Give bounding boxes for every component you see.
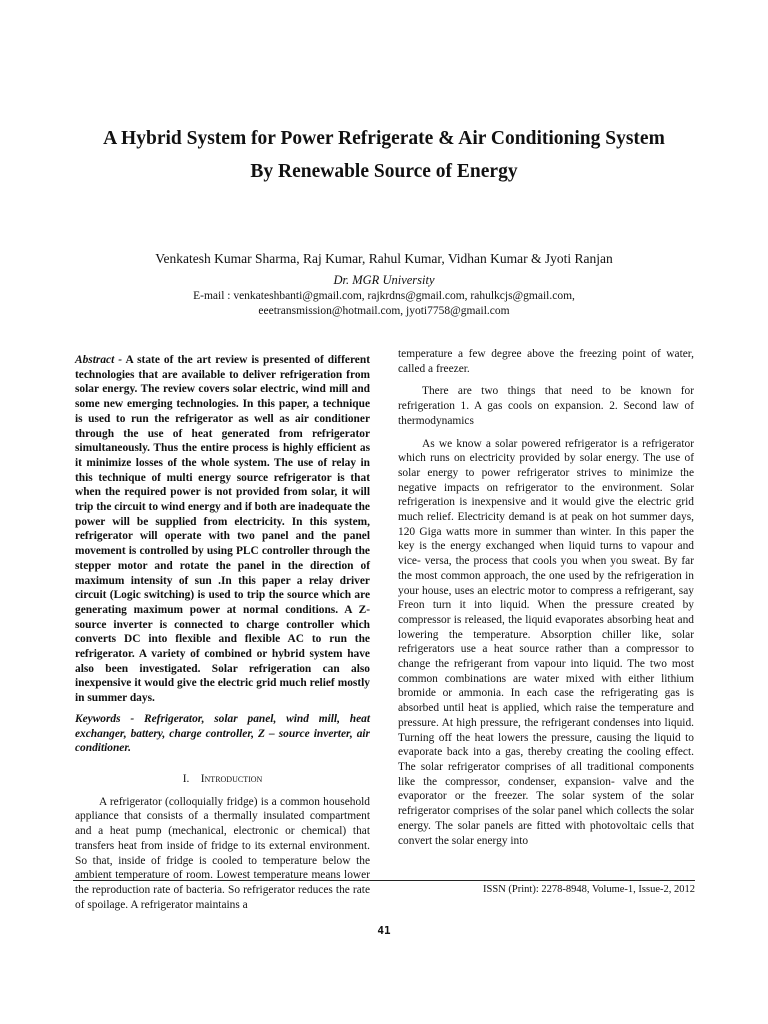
email-line-1: E-mail : venkateshbanti@gmail.com, rajkrdns@gmail.com, rahulkcjs@gmail.com, bbox=[193, 290, 575, 302]
right-paragraph-3: As we know a solar powered refrigerator is a refrigerator which runs on electricity provided by solar energy. The use of solar energy to power refrigerator strives to minimize the negative impacts on refrigerator to the environment. Solar refrigeration is inexpensive and it would give the electric grid much relief. Electricity demand is at peak on hot summer days, 120 Giga watts more in summer than winter. In this paper the key is the energy exchanged when liquid turns to vapour and vice- versa, the process that cools you when you sweat. By far the most common approach, the one used by the refrigeration in your house, uses an electric motor to compress a refrigerant, say Freon turn it into liquid. When the pressure created by compressor is released, the liquid evaporates absorbing heat and lowering the temperature. Absorption chiller like, solar refrigerators use a heat source rather than a compressor to change the refrigerant from vapour into liquid. The two most common combinations are water mixed with either lithium bromide or ammonia. In each case the refrigerating gas is absorbed until heat is applied, which raise the temperature and pressure. At high pressure, the refrigerant condenses into liquid. Turning off the heat lowers the pressure, causing the liquid to evaporate back into a gas, thereby creating the cooling effect. The solar refrigerator comprises of all traditional components like the compressor, condenser, expansion- valve and the evaporator or the freezer. The solar system of the solar refrigerator comprises of the solar panel which collects the solar energy. The solar panels are fitted with photovoltaic cells that convert the solar energy into bbox=[398, 437, 694, 847]
abstract-text: A state of the art review is presented of different technologies that are available to deliver refrigeration from solar energy. The review covers solar electric, wind mill and some new emerging technologies. In this paper, a technique is used to run the refrigerator as well as air conditioner through the use of heat generated from refrigerator simultaneously. Thus the entire process is highly efficient as it minimize losses of the whole system. The use of relay in this technique of multi energy source refrigerator is that when the required power is not provided from solar, it will trip the circuit to wind energy and if both are inadequate the power will be supplied from electricity. In this system, refrigerator will operate with two panel and the panel movement is controlled by using PLC controller through the stepper motor and rotate the panel in the direction of maximum intensity of sun .In this paper a relay driver circuit (Logic switching) is used to trip the source which are generating maximum power at normal conditions. A Z- source inverter is connected to charge controller which converts DC into flexible and flexible AC to run the refrigerator. A variety of combined or hybrid system have also been investigated. Solar refrigeration can also inexpensive it would give the electric grid much relief mostly in summer days. bbox=[75, 354, 370, 705]
author-emails bbox=[40, 289, 728, 319]
intro-paragraph: A refrigerator (colloquially fridge) is a common household appliance that consists of a thermally insulated compartment and a heat pump (mechanical, electronic or chemical) that transfers heat from inside of fridge to its external environment. So that, inside of fridge is cooled to temperature below the ambient temperature of room. Lowest temperature means lower the reproduction rate of bacteria. So refrigerator reduces the rate of spoilage. A refrigerator maintains a bbox=[75, 795, 370, 911]
paper-title bbox=[40, 122, 728, 188]
keywords: Keywords - Refrigerator, solar panel, wind mill, heat exchanger, battery, charge controller, Z – source inverter, air conditioner. bbox=[75, 712, 370, 755]
footer-rule bbox=[73, 880, 695, 881]
section-number: I. bbox=[182, 772, 190, 785]
left-column bbox=[75, 347, 370, 912]
section-heading bbox=[75, 772, 370, 787]
abstract bbox=[75, 353, 370, 706]
page-number: 41 bbox=[377, 924, 391, 937]
title-line-2: By Renewable Source of Energy bbox=[250, 161, 518, 182]
author-list: Venkatesh Kumar Sharma, Raj Kumar, Rahul Kumar, Vidhan Kumar & Jyoti Ranjan bbox=[155, 251, 613, 266]
abstract-lead: Abstract - bbox=[75, 354, 123, 366]
email-line-2: eeetransmission@hotmail.com, jyoti7758@gmail.com bbox=[258, 305, 510, 317]
title-line-1: A Hybrid System for Power Refrigerate & Air Conditioning System bbox=[103, 128, 665, 149]
right-column bbox=[398, 347, 694, 848]
issn-footer: ISSN (Print): 2278-8948, Volume-1, Issue-2, 2012 bbox=[483, 884, 695, 895]
section-title: Introduction bbox=[200, 772, 263, 785]
right-paragraph-2: There are two things that need to be known for refrigeration 1. A gas cools on expansion. 2. Second law of thermodynamics bbox=[398, 385, 694, 427]
affiliation: Dr. MGR University bbox=[333, 273, 435, 287]
right-paragraph-1: temperature a few degree above the freezing point of water, called a freezer. bbox=[398, 348, 694, 375]
